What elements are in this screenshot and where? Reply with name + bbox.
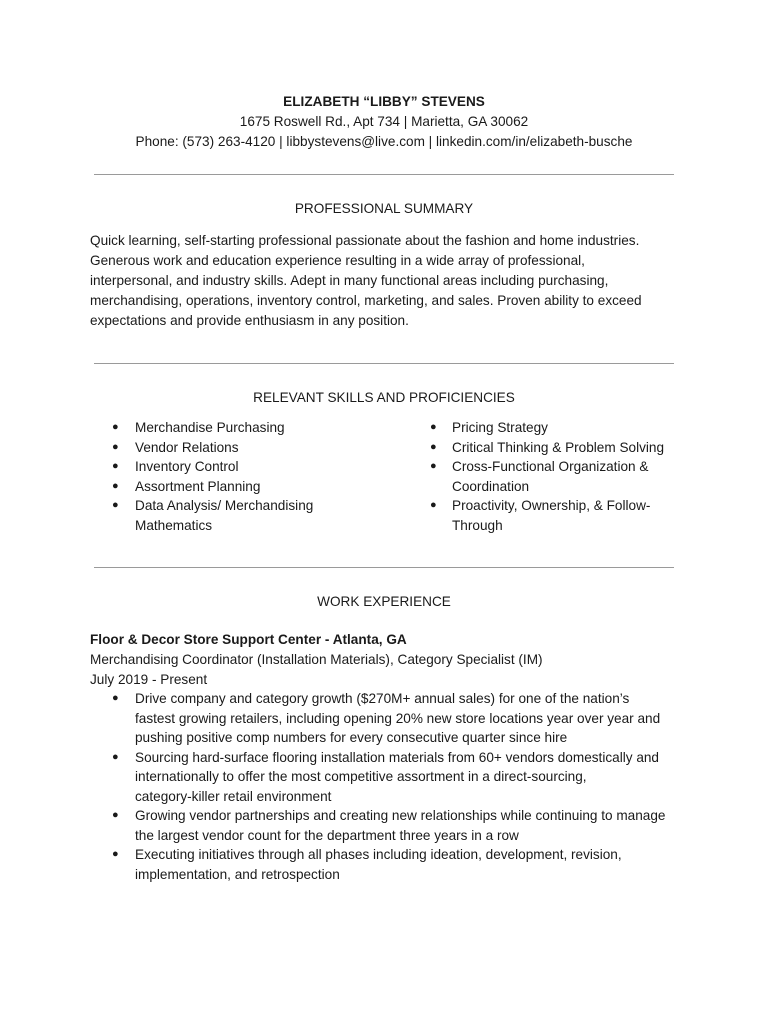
company-name: Floor & Decor Store Support Center - Atlanta, GA <box>90 632 407 647</box>
skills-list <box>90 418 690 535</box>
skills-title: RELEVANT SKILLS AND PROFICIENCIES <box>253 390 515 405</box>
skills-column-right <box>430 418 690 535</box>
bullet-icon: ● <box>112 421 119 433</box>
bullet-icon: ● <box>430 421 437 433</box>
bullet-icon: ● <box>430 440 437 453</box>
bullet-icon: ● <box>112 750 119 763</box>
section-divider <box>94 567 674 568</box>
summary-line: interpersonal, and industry skills. Adept in many functional areas including purchasing, <box>90 273 609 288</box>
summary-line: Generous work and education experience resulting in a wide array of professional, <box>90 253 585 268</box>
bullet-icon: ● <box>112 692 119 704</box>
section-divider <box>94 174 674 175</box>
bullet-icon: ● <box>112 499 119 511</box>
skill-item: ● Merchandise Purchasing <box>90 418 430 438</box>
skill-item: ● Inventory Control <box>90 457 430 477</box>
duty-item: ● Executing initiatives through all phases including ideation, development, revision, implementation, and retrospection <box>112 847 622 882</box>
duty-item: ● Sourcing hard-surface flooring installation materials from 60+ vendors domestically and internationally to offer the most competitive assortment in a direct-sourcing, category-killer retail environment <box>112 749 659 804</box>
summary-title: PROFESSIONAL SUMMARY <box>294 201 474 216</box>
bullet-icon: ● <box>112 460 119 472</box>
skill-item: ● Critical Thinking & Problem Solving <box>430 438 690 458</box>
skill-item: ● Proactivity, Ownership, & Follow- Through <box>430 498 651 533</box>
skill-item: ● Data Analysis/ Merchandising Mathematics <box>112 498 314 533</box>
section-divider <box>94 363 674 364</box>
resume-header <box>90 92 678 152</box>
skill-item: ● Cross-Functional Organization & Coordination <box>430 459 649 494</box>
job-duties <box>90 689 678 884</box>
summary-line: Quick learning, self-starting professional passionate about the fashion and home industries. <box>90 233 640 248</box>
summary-line: expectations and provide enthusiasm in any position. <box>90 313 409 328</box>
skill-item: ● Assortment Planning <box>90 477 430 497</box>
skill-item: ● Vendor Relations <box>90 438 430 458</box>
bullet-icon: ● <box>430 499 437 511</box>
candidate-name: ELIZABETH “LIBBY” STEVENS <box>283 94 485 109</box>
bullet-icon: ● <box>112 440 119 453</box>
bullet-icon: ● <box>430 460 437 472</box>
experience-title: WORK EXPERIENCE <box>317 594 451 609</box>
address-line: 1675 Roswell Rd., Apt 734 | Marietta, GA 30062 <box>239 114 529 129</box>
duty-item: ● Drive company and category growth ($270M+ annual sales) for one of the nation’s fastest growing retailers, including opening 20% new store locations year over year and pushing positive comp numbers for every consecutive quarter since hire <box>112 691 661 745</box>
bullet-icon: ● <box>112 479 119 492</box>
job-dates: July 2019 - Present <box>90 671 208 687</box>
bullet-icon: ● <box>112 848 119 860</box>
job-entry <box>90 630 678 884</box>
skills-column-left <box>90 418 430 535</box>
summary-text <box>90 231 678 331</box>
bullet-icon: ● <box>112 809 119 821</box>
resume-page <box>90 92 678 884</box>
skill-item: ● Pricing Strategy <box>430 418 690 438</box>
job-title: Merchandising Coordinator (Installation Materials), Category Specialist (IM) <box>90 652 543 667</box>
duty-item: ● Growing vendor partnerships and creating new relationships while continuing to manage the largest vendor count for the department three years in a row <box>112 808 666 843</box>
summary-line: merchandising, operations, inventory control, marketing, and sales. Proven ability to exceed <box>90 293 642 308</box>
contact-line: Phone: (573) 263-4120 | libbystevens@live.com | linkedin.com/in/elizabeth-busche <box>135 134 633 149</box>
